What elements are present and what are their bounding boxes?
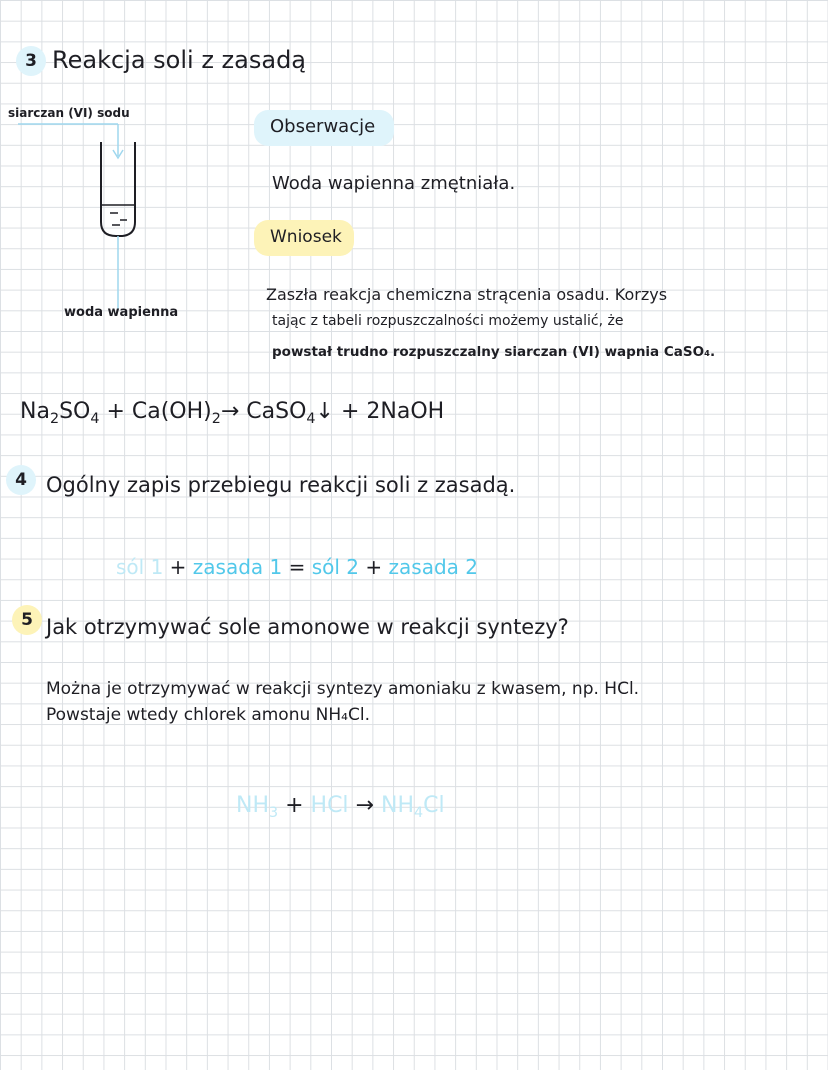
synthesis-equation: $NH_3$ + HCl → $NH_4Cl$ <box>236 793 445 821</box>
section-4-title: Ogólny zapis przebiegu reakcji soli z zasadą. <box>46 473 516 497</box>
general-formula: sól 1 + zasada 1 = sól 2 + zasada 2 <box>116 555 478 579</box>
test-tube <box>101 142 135 236</box>
reagent-label: woda wapienna <box>64 305 179 320</box>
observations-text: Woda wapienna zmętniała. <box>272 173 516 194</box>
answer-line: Powstaje wtedy chlorek amonu NH₄Cl. <box>46 705 370 725</box>
section-3-number: 3 <box>16 46 46 76</box>
observations-heading: Obserwacje <box>270 116 376 137</box>
section-5-number: 5 <box>12 605 42 635</box>
arrow: → <box>348 793 381 818</box>
conclusion-heading: Wniosek <box>270 227 342 247</box>
reaction-equation: $Na_2SO_4 + Ca(OH)_2\to$ CaSO$_4$↓ + 2NaOH <box>20 399 445 427</box>
section-3-title: Reakcja soli z zasadą <box>52 46 307 74</box>
section-4-number: 4 <box>6 465 36 495</box>
arrow: → <box>220 399 240 424</box>
section-5-title: Jak otrzymywać sole amonowe w reakcji syntezy? <box>46 615 569 639</box>
conclusion-line: powstał trudno rozpuszczalny siarczan (VI) wapnia CaSO₄. <box>272 344 716 360</box>
conclusion-line: tając z tabeli rozpuszczalności możemy ustalić, że <box>272 313 624 329</box>
conclusion-line: Zaszła reakcja chemiczna strącenia osadu. Korzys <box>266 285 668 304</box>
answer-line: Można je otrzymywać w reakcji syntezy amoniaku z kwasem, np. HCl. <box>46 679 640 699</box>
reagent-label: siarczan (VI) sodu <box>8 106 130 120</box>
